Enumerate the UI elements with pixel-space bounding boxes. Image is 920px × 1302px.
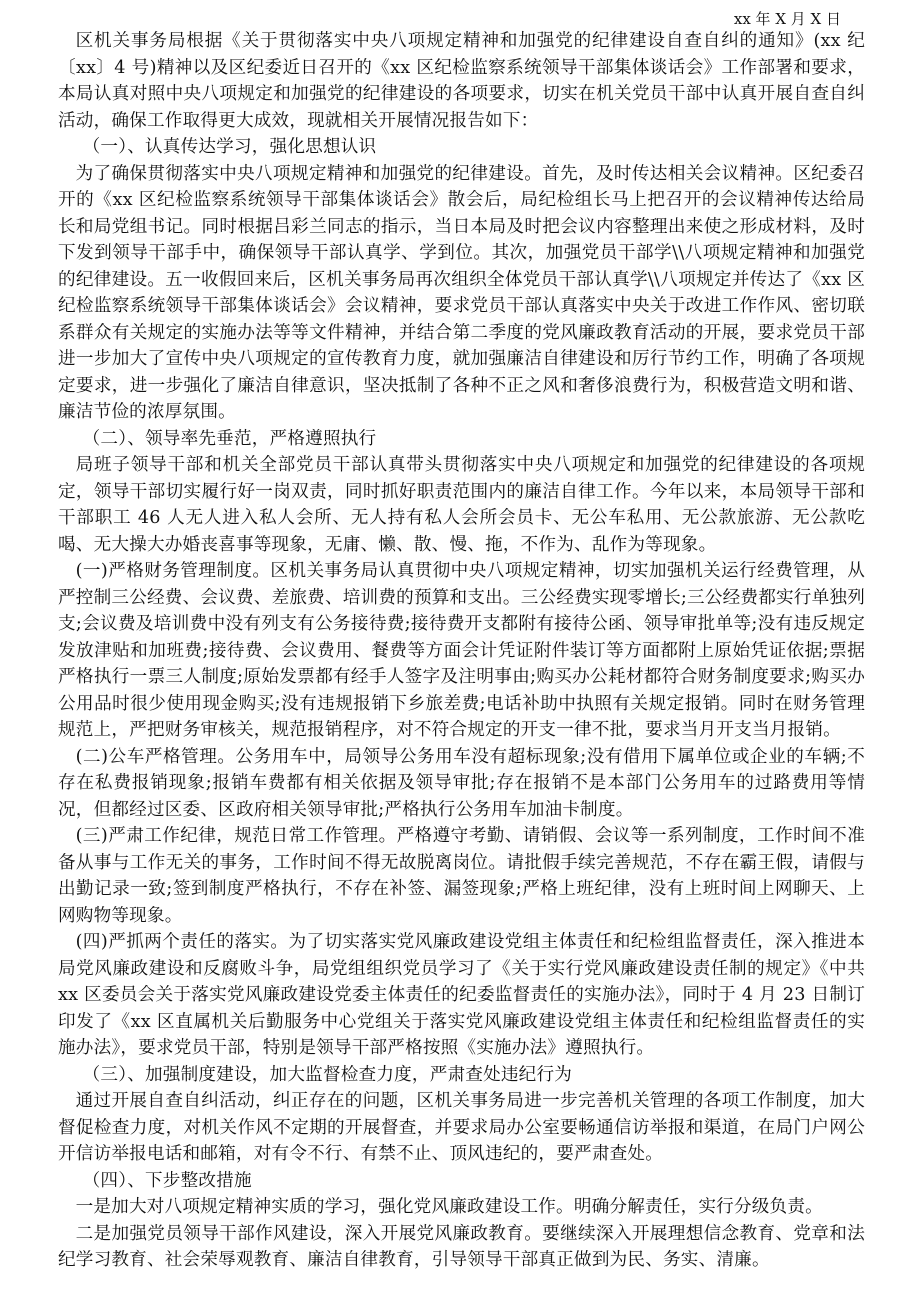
section-3-body: 通过开展自查自纠活动，纠正存在的问题，区机关事务局进一步完善机关管理的各项工作制度，加大督促检查力度，对机关作风不定期的开展督查，并要求局办公室要畅通信访举报和渠道，在局门户网公开信访举报电话和邮箱，对有令不行、有禁不止、顶风违纪的，要严肃查处。 (58, 1091, 865, 1164)
section-heading-1: （一）、认真传达学习，强化思想认识 (82, 137, 377, 157)
measure-one: 一是加大对八项规定精神实质的学习，强化党风廉政建设工作。明确分解责任，实行分级负责。 (75, 1197, 823, 1217)
section-heading-4: （四）、下步整改措施 (82, 1170, 252, 1191)
intro-paragraph: 区机关事务局根据《关于贯彻落实中央八项规定精神和加强党的纪律建设自查自纠的通知》(xx 纪〔xx〕4 号)精神以及区纪委近日召开的《xx 区纪检监察系统领导干部集体谈话会》工作部署和要求，本局认真对照中央八项规定和加强党的纪律建设的各项要求，切实在机关党员干部中认真开展自查自纠活动，确保工作取得更大成效，现就相关开展情况报告如下： (58, 31, 865, 131)
date-line: xx 年 X 月 X 日 (733, 10, 841, 28)
measure-two: 二是加强党员领导干部作风建设，深入开展党风廉政教育。要继续深入开展理想信念教育、党章和法纪学习教育、社会荣辱观教育、廉洁自律教育，引导领导干部真正做到为民、务实、清廉。 (58, 1223, 865, 1270)
item-vehicle-management: (二)公车严格管理。公务用车中，局领导公务用车没有超标现象;没有借用下属单位或企业的车辆;不存在私费报销现象;报销车费都有相关依据及领导审批;存在报销不是本部门公务用车的过路费用等情况，但都经过区委、区政府相关领导审批;严格执行公务用车加油卡制度。 (58, 746, 865, 820)
item-finance-management: (一)严格财务管理制度。区机关事务局认真贯彻中央八项规定精神，切实加强机关运行经费管理，从严控制三公经费、会议费、差旅费、培训费的预算和支出。三公经费实现零增长;三公经费都实行单独列支;会议费及培训费中没有列支有公务接待费;接待费开支都附有接待公函、领导审批单等;没有违反规定发放津贴和加班费;接待费、会议费用、餐费等方面会计凭证附件装订等方面都附上原始凭证依据;票据严格执行一票三人制度;原始发票都有经手人签字及注明事由;购买办公耗材都符合财务制度要求;购买办公用品时很少使用现金购买;没有违规报销下乡旅差费;电话补助中执照有关规定报销。同时在财务管理规范上，严把财务审核关，规范报销程序，对不符合规定的开支一律不批，要求当月开支当月报销。 (58, 561, 865, 740)
item-two-responsibilities: (四)严抓两个责任的落实。为了切实落实党风廉政建设党组主体责任和纪检组监督责任，深入推进本局党风廉政建设和反腐败斗争，局党组组织党员学习了《关于实行党风廉政建设责任制的规定》《中共 xx 区委员会关于落实党风廉政建设党委主体责任的纪委监督责任的实施办法》，同时于 4 月 23 日制订印发了《xx 区直属机关后勤服务中心党组关于落实党风廉政建设党组主体责任和纪检组监督责任的实施办法》，要求党员干部，特别是领导干部严格按照《实施办法》遵照执行。 (58, 932, 865, 1058)
item-work-discipline: (三)严肃工作纪律，规范日常工作管理。严格遵守考勤、请销假、会议等一系列制度，工作时间不准备从事与工作无关的事务，工作时间不得无故脱离岗位。请批假手续完善规范，不存在霸王假，请假与出勤记录一致;签到制度严格执行，不存在补签、漏签现象;严格上班纪律，没有上班时间上网聊天、上网购物等现象。 (58, 826, 865, 926)
section-1-body: 为了确保贯彻落实中央八项规定精神和加强党的纪律建设。首先，及时传达相关会议精神。区纪委召开的《xx 区纪检监察系统领导干部集体谈话会》散会后，局纪检组长马上把召开的会议精神传达给局长和局党组书记。同时根据吕彩兰同志的指示，当日本局及时把会议内容整理出来使之形成材料，及时下发到领导干部手中，确保领导干部认真学、学到位。其次，加强党员干部学\\八项规定精神和加强党的纪律建设。五一收假回来后，区机关事务局再次组织全体党员干部认真学\\八项规定并传达了《xx 区纪检监察系统领导干部集体谈话会》会议精神，要求党员干部认真落实中央关于改进工作作风、密切联系群众有关规定的实施办法等等文件精神，并结合第二季度的党风廉政教育活动的开展，要求党员干部进一步加大了宣传中央八项规定的宣传教育力度，就加强廉洁自律建设和厉行节约工作，明确了各项规定要求，进一步强化了廉洁自律意识，坚决抵制了各种不正之风和奢侈浪费行为，积极营造文明和谐、廉洁节俭的浓厚氛围。 (58, 163, 865, 422)
section-2-body: 局班子领导干部和机关全部党员干部认真带头贯彻落实中央八项规定和加强党的纪律建设的各项规定，领导干部切实履行好一岗双责，同时抓好职责范围内的廉洁自律工作。今年以来，本局领导干部和干部职工 46 人无人进入私人会所、无人持有私人会所会员卡、无公车私用、无公款旅游、无公款吃喝、无大操大办婚丧喜事等现象，无庸、懒、散、慢、拖，不作为、乱作为等现象。 (58, 455, 865, 555)
section-heading-3: （三）、加强制度建设，加大监督检查力度，严肃查处违纪行为 (82, 1064, 573, 1085)
section-heading-2: （二）、领导率先垂范，严格遵照执行 (82, 428, 377, 449)
